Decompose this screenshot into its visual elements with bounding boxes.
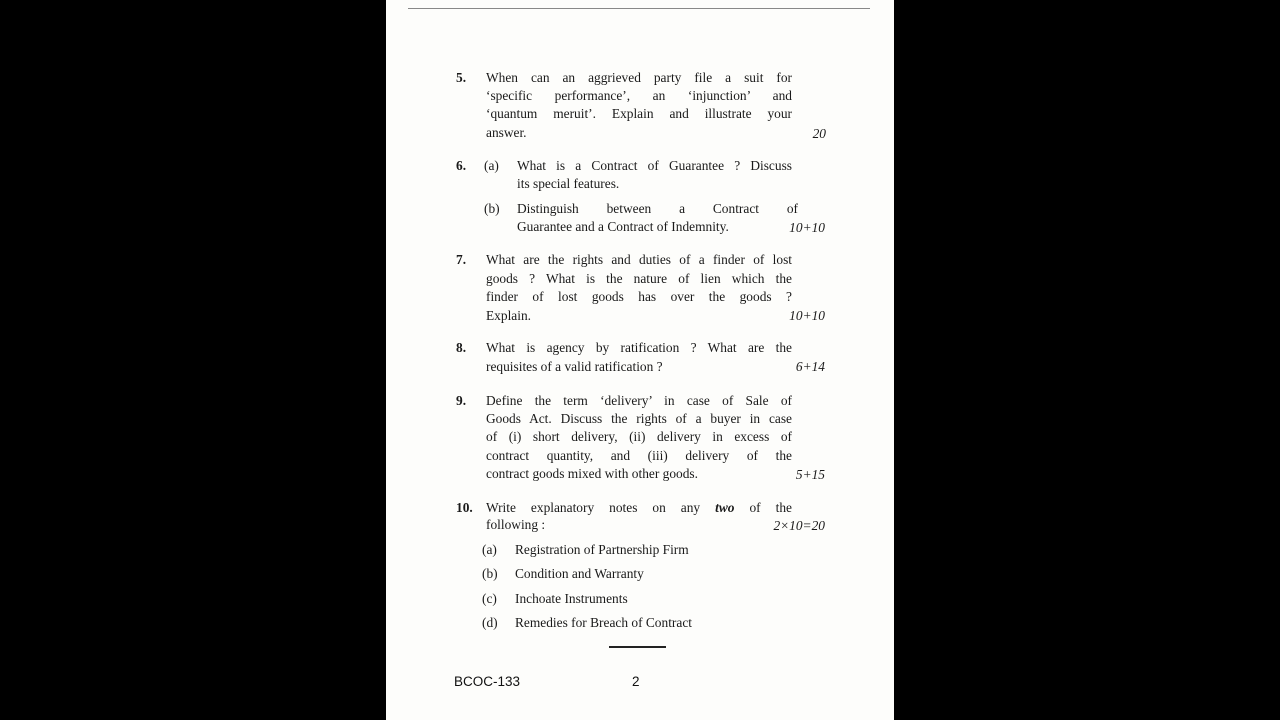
subquestion-letter: (a) [484, 158, 499, 173]
option-text: Registration of Partnership Firm [515, 542, 689, 557]
question-line: Guarantee and a Contract of Indemnity. [517, 219, 729, 234]
marks: 20 [812, 126, 826, 141]
question-line: Goods Act. Discuss the rights of a buyer in case [486, 411, 792, 426]
marks: 2×10=20 [773, 518, 825, 533]
question-number: 5. [456, 70, 467, 85]
question-text: of the [749, 500, 792, 515]
question-line: What is a Contract of Guarantee ? Discuss [517, 158, 792, 173]
question-number: 9. [456, 393, 467, 408]
page-number: 2 [632, 674, 640, 689]
top-rule [408, 8, 870, 9]
question-line: Define the term ‘delivery’ in case of Sale of [486, 393, 792, 408]
option-text: Inchoate Instruments [515, 591, 628, 606]
question-line: answer. [486, 125, 527, 140]
question-line: ‘specific performance’, an ‘injunction’ and [486, 88, 792, 103]
question-line: requisites of a valid ratification ? [486, 359, 663, 374]
question-line: ‘quantum meruit’. Explain and illustrate your [486, 106, 792, 121]
question-line: following : [486, 517, 546, 532]
option-letter: (a) [482, 542, 497, 557]
question-line: finder of lost goods has over the goods ? [486, 289, 792, 304]
question-number: 6. [456, 158, 467, 173]
question-line: What is agency by ratification ? What are the [486, 340, 792, 355]
marks: 10+10 [789, 220, 825, 235]
subquestion-letter: (b) [484, 201, 500, 216]
marks: 10+10 [789, 308, 825, 323]
course-code: BCOC-133 [454, 674, 521, 689]
question-line: What are the rights and duties of a finder of lost [486, 252, 792, 267]
question-line: goods ? What is the nature of lien which the [486, 271, 792, 286]
question-line: When can an aggrieved party file a suit for [486, 70, 792, 85]
question-line: of (i) short delivery, (ii) delivery in excess of [486, 429, 792, 444]
question-number: 7. [456, 252, 467, 267]
option-text: Condition and Warranty [515, 566, 644, 581]
option-letter: (d) [482, 615, 498, 630]
question-number: 8. [456, 340, 467, 355]
marks: 6+14 [795, 359, 825, 374]
option-letter: (b) [482, 566, 498, 581]
end-rule [609, 646, 666, 648]
marks: 5+15 [795, 467, 825, 482]
question-line: contract goods mixed with other goods. [486, 466, 698, 481]
question-text: Write explanatory notes on any [486, 500, 701, 515]
question-number: 10. [456, 500, 473, 515]
exam-page [386, 0, 894, 720]
question-line: its special features. [517, 176, 620, 191]
question-line: contract quantity, and (iii) delivery of the [486, 448, 792, 463]
question-line [486, 499, 792, 517]
option-text: Remedies for Breach of Contract [515, 615, 692, 630]
question-line: Distinguish between a Contract of [517, 201, 798, 216]
option-letter: (c) [482, 591, 497, 606]
question-line: Explain. [486, 308, 531, 323]
emphasis-text: two [715, 500, 735, 515]
